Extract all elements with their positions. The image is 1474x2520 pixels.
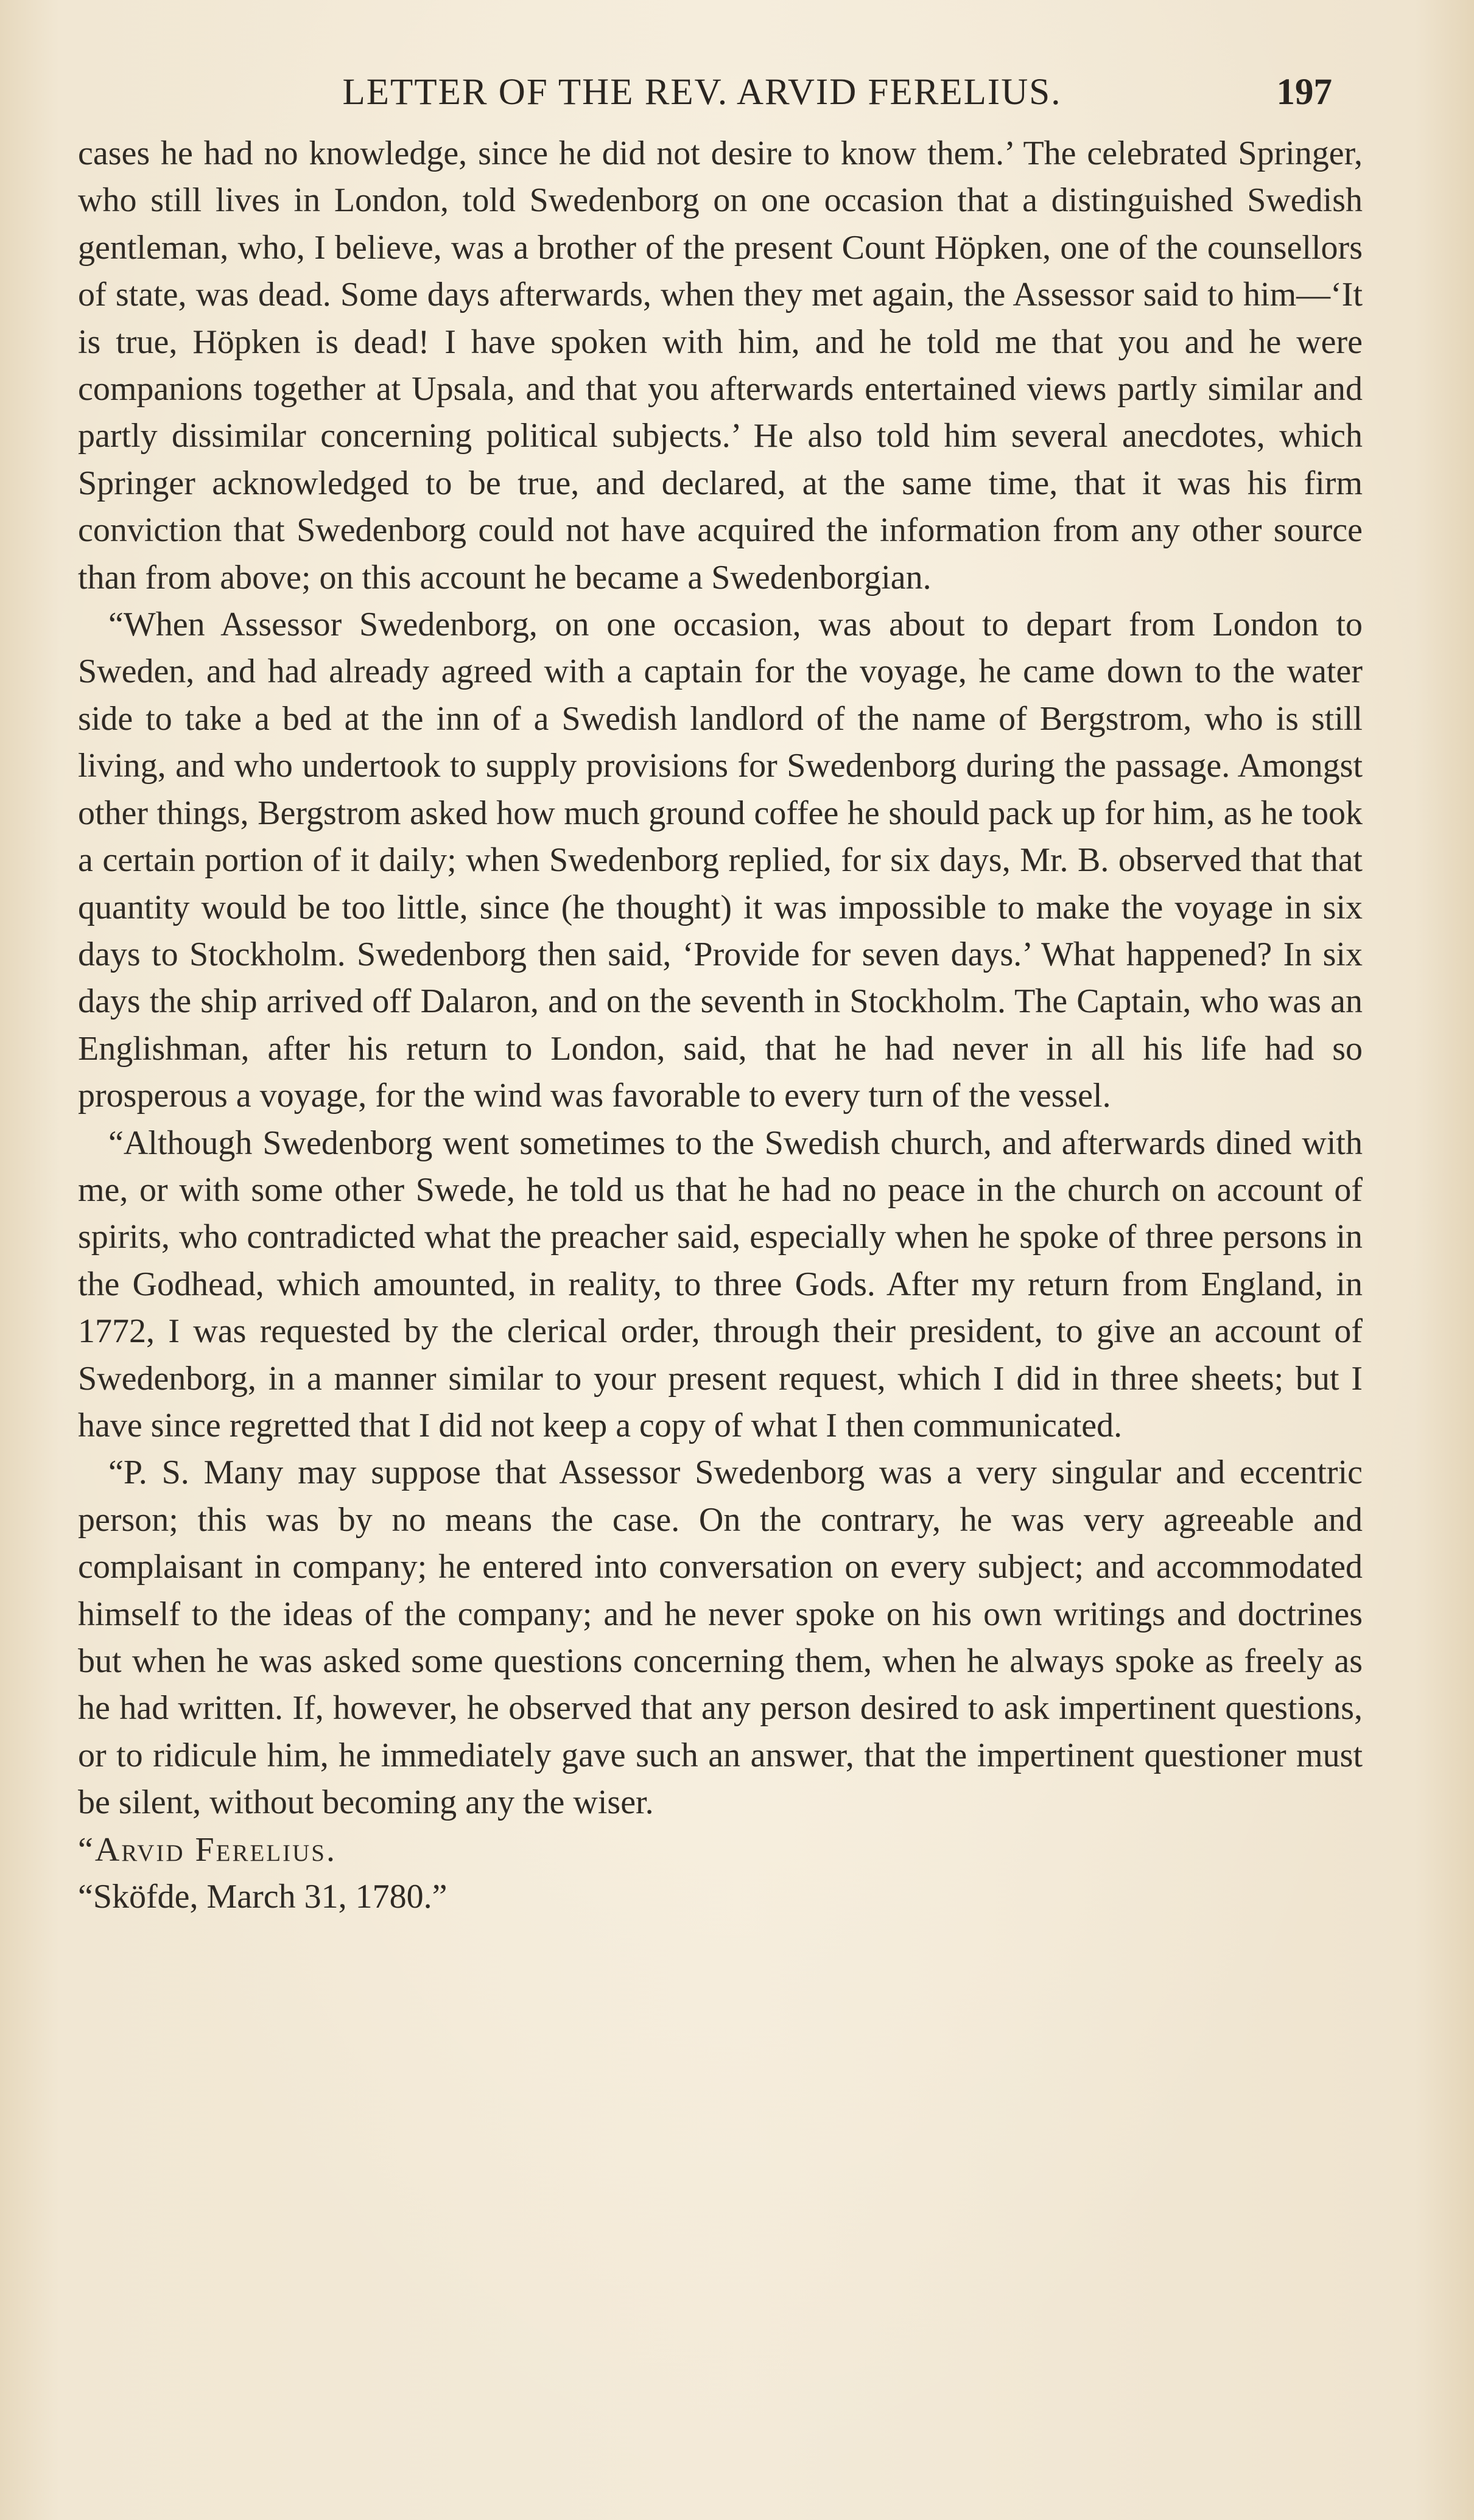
signature: “Arvid Ferelius. [78, 1830, 337, 1869]
paragraph: cases he had no knowledge, since he did not desire to know them.’ The celebrated Springer, who still lives in London, told Swedenborg on one occasion that a distinguished Swedish gentleman, who, I believe, was a brother of the present Count Höpken, one of the counsellors of state, was dead. Some days afterwards, when they met again, the Assessor said to him—‘It is true, Höpken is dead! I have spoken with him, and he told me that you and he were companions together at Upsala, and that you afterwards entertained views partly similar and partly dissimilar concerning political subjects.’ He also told him several anecdotes, which Springer acknowledged to be true, and declared, at the same time, that it was his firm conviction that Swedenborg could not have acquired the information from any other source than from above; on this account he became a Swedenborgian. [78, 135, 1363, 597]
page-header [78, 68, 1332, 117]
paragraph: “Although Swedenborg went sometimes to the Swedish church, and afterwards dined with me, or with some other Swede, he told us that he had no peace in the church on account of spirits, who contradicted what the preacher said, especially when he spoke of three persons in the Godhead, which amounted, in reality, to three Gods. After my return from England, in 1772, I was requested by the clerical order, through their president, to give an account of Swedenborg, in a manner similar to your present request, which I did in three sheets; but I have since regretted that I did not keep a copy of what I then communicated. [78, 1124, 1363, 1444]
paragraph: “When Assessor Swedenborg, on one occasion, was about to depart from London to Sweden, and had already agreed with a captain for the voyage, he came down to the water side to take a bed at the inn of a Swedish landlord of the name of Bergstrom, who is still living, and who undertook to supply provisions for Swedenborg during the passage. Amongst other things, Bergstrom asked how much ground coffee he should pack up for him, as he took a certain portion of it daily; when Swedenborg replied, for six days, Mr. B. observed that that quantity would be too little, since (he thought) it was impossible to make the voyage in six days to Stockholm. Swedenborg then said, ‘Provide for seven days.’ What happened? In six days the ship arrived off Dalaron, and on the seventh in Stockholm. The Captain, who was an Englishman, after his return to London, said, that he had never in all his life had so prosperous a voyage, for the wind was favorable to every turn of the vessel. [78, 606, 1363, 1115]
body-text [78, 130, 1363, 1920]
dateline: “Sköfde, March 31, 1780.” [78, 1878, 447, 1916]
page-number: 197 [1276, 72, 1332, 113]
running-head: LETTER OF THE REV. ARVID FERELIUS. [342, 72, 1062, 113]
paragraph: “P. S. Many may suppose that Assessor Swedenborg was a very singular and eccentric person; this was by no means the case. On the contrary, he was very agreeable and complaisant in company; he entered into conversation on every subject; and accommodated himself to the ideas of the company; and he never spoke on his own writings and doctrines but when he was asked some questions concerning them, when he always spoke as freely as he had written. If, however, he observed that any person desired to ask impertinent questions, or to ridicule him, he immediately gave such an answer, that the impertinent questioner must be silent, without becoming any the wiser. [78, 1454, 1363, 1822]
